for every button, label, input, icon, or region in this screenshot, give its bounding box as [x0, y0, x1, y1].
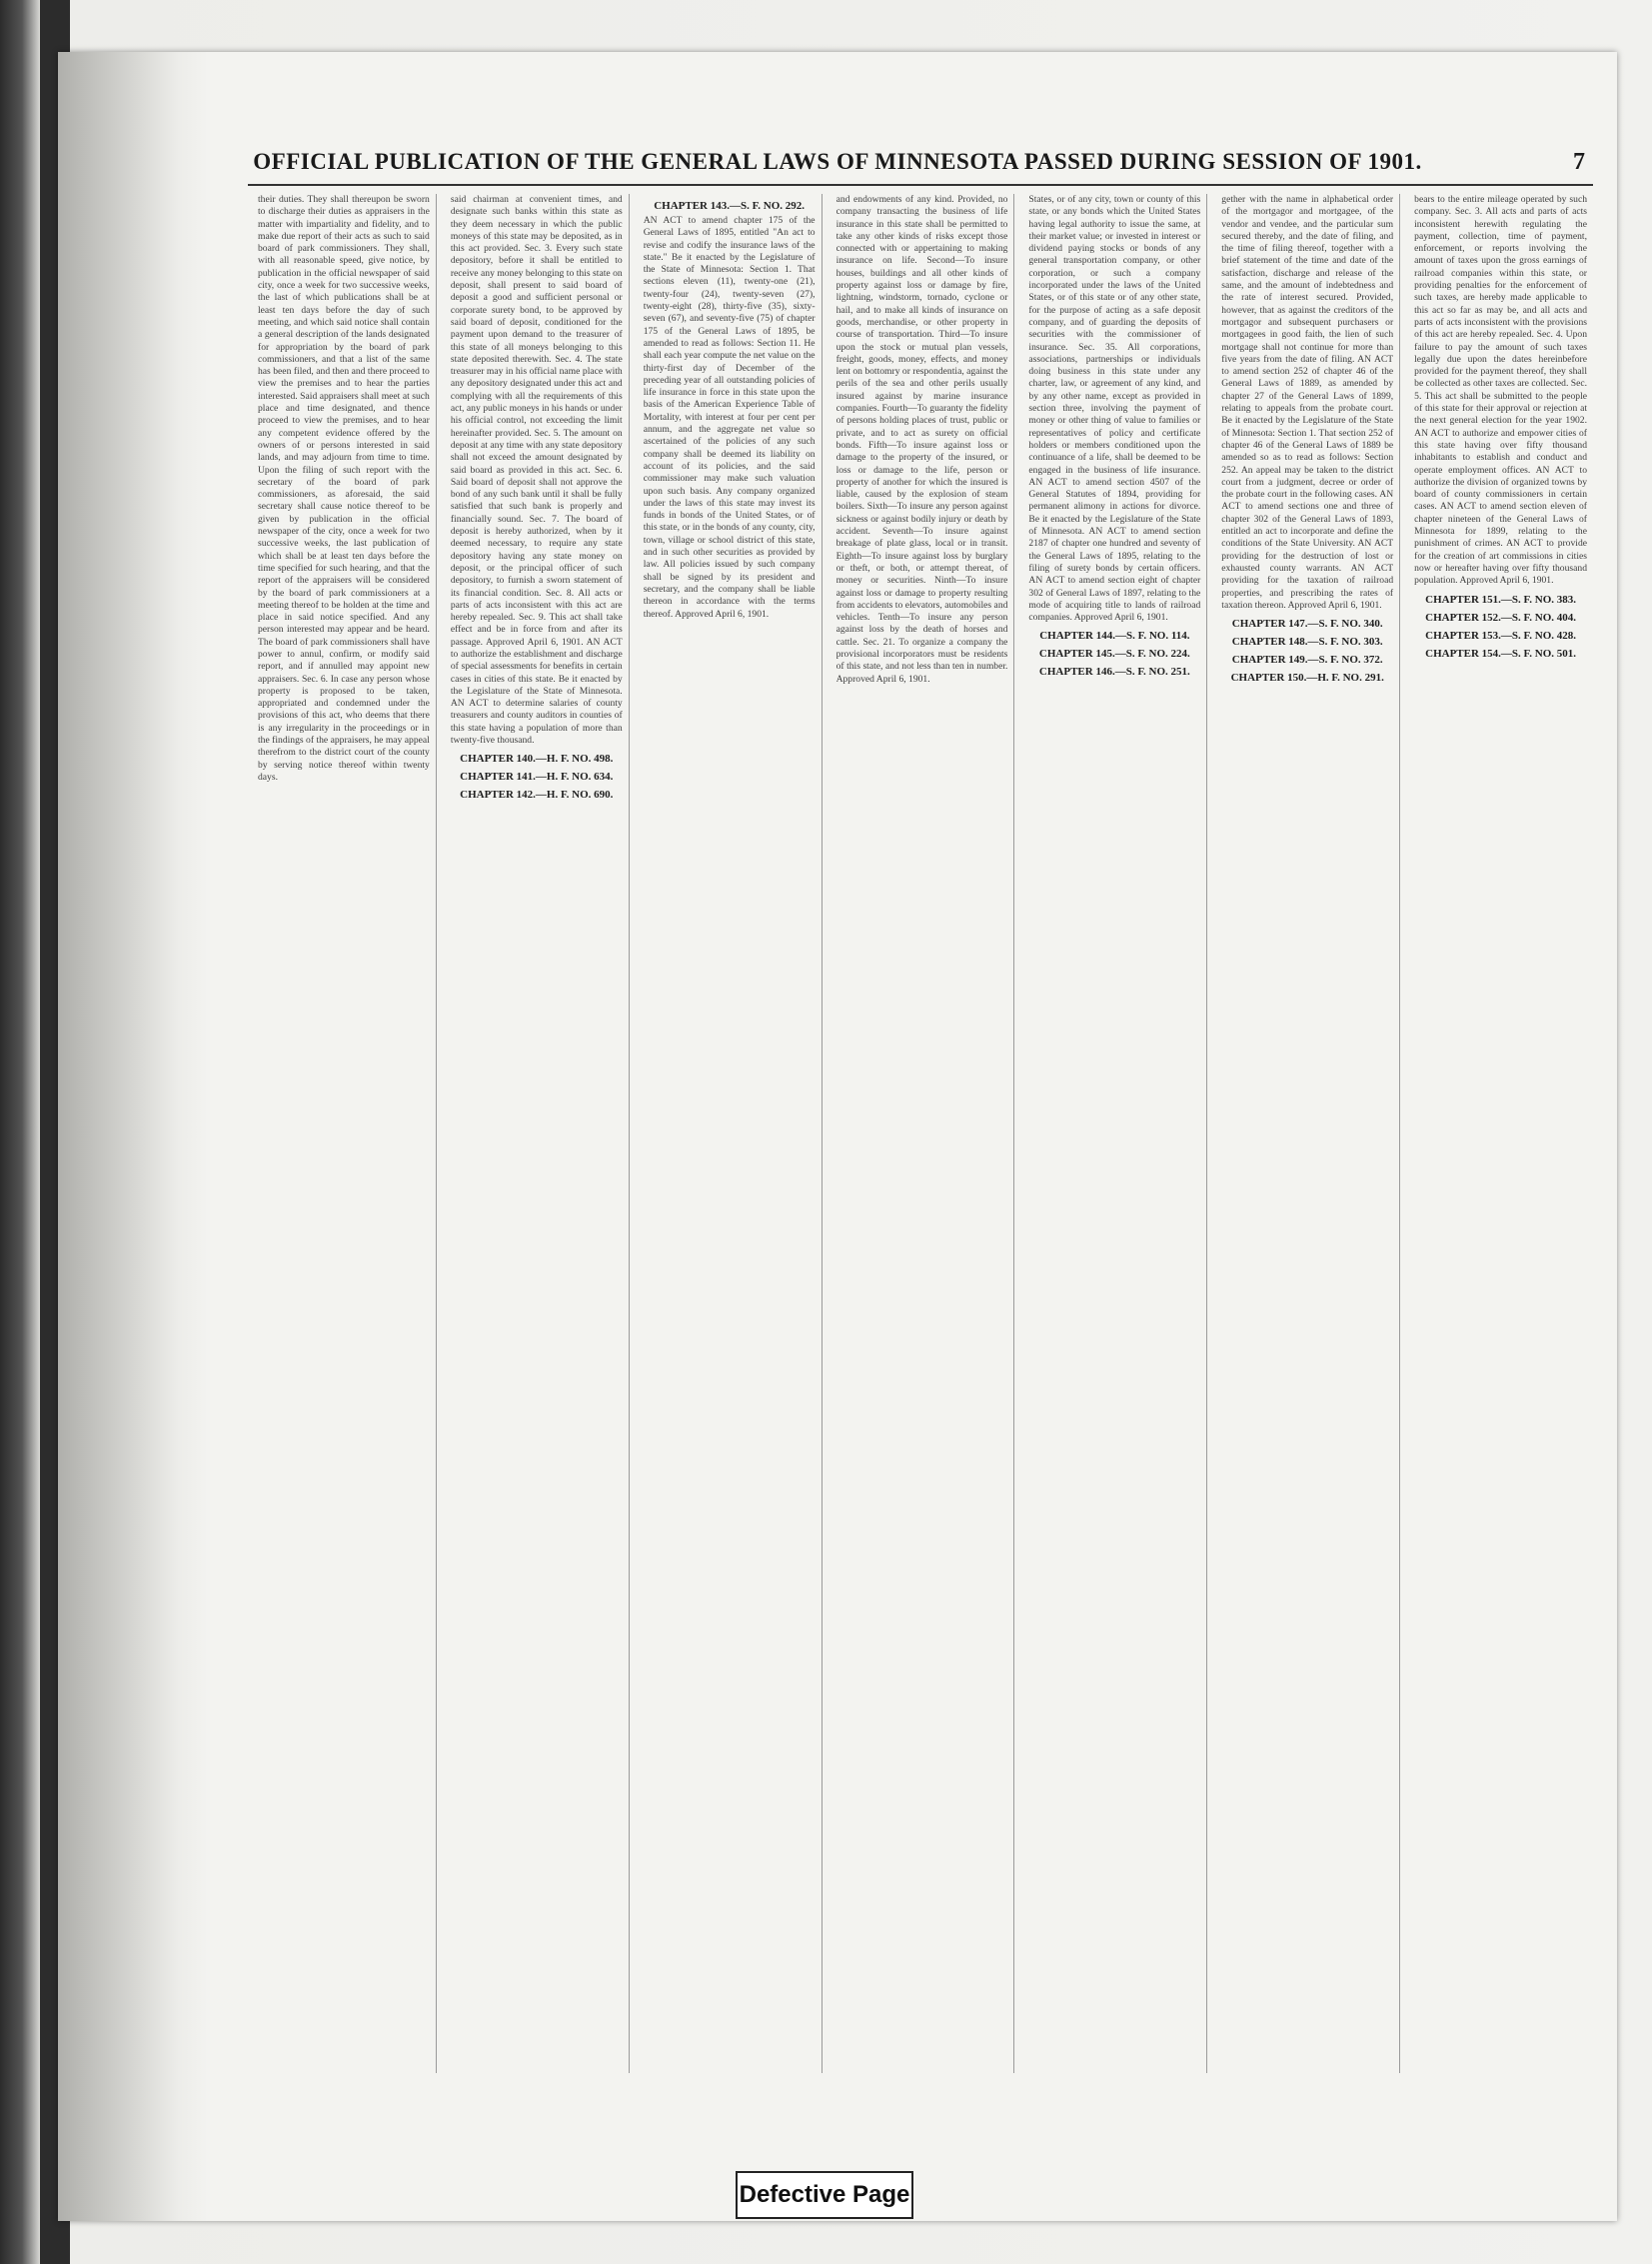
- column-7: [1414, 194, 1593, 2073]
- chapter-heading: CHAPTER 142.—H. F. NO. 690.: [460, 789, 614, 802]
- chapter-heading: CHAPTER 153.—S. F. NO. 428.: [1425, 629, 1576, 642]
- column-5-text: States, or of any city, town or county of this state, or any bonds which the United States having legal authority to issue the same, at their market value; or invested in interest or dividend paying stocks or bonds of any general transportation company, or other corporation, or such a company incorporated under the laws of the United States, or of this state or of any other state, for the purpose of acting as a safe deposit company, and of guarding the deposits of securities with the commissioner of insurance. Sec. 35. All corporations, associations, partnerships or individuals doing business in this state under any charter, law, or agreement of any kind, and by any other name, except as provided in section three, involving the payment of money or other thing of value to families or representatives of policy and certificate holders or members conditioned upon the continuance of a life, shall be deemed to be engaged in the business of life insurance. AN ACT to amend section 4507 of the General Statutes of 1894, providing for permanent alimony in actions for divorce. Be it enacted by the Legislature of the State of Minnesota. AN ACT to amend section 2187 of chapter one hundred and seventy of the General Laws of 1895, relating to the filing of surety bonds by certain officers. AN ACT to amend section eight of chapter 302 of General Laws of 1897, relating to the mode of acquiring title to lands of railroad companies. Approved April 6, 1901.: [1028, 194, 1203, 624]
- column-3: [644, 194, 823, 2073]
- chapter-heading: CHAPTER 141.—H. F. NO. 634.: [460, 771, 614, 784]
- column-4-text: and endowments of any kind. Provided, no company transacting the business of life insurance in this state shall be permitted to take any other kinds of risks except those connected with or appertaining to making insurance on life. Second—To insure houses, buildings and all other kinds of property against loss or damage by fire, lightning, windstorm, tornado, cyclone or hail, and to make all kinds of insurance on goods, merchandise, or other property in course of transportation. Third—To insure upon the stock or mutual plan vessels, freight, goods, money, effects, and money lent on bottomry or respondentia, against the perils of the sea and other perils usually insured against by marine insurance companies. Fourth—To guaranty the fidelity of persons holding places of trust, public or private, and to act as surety on official bonds. Fifth—To insure against loss or damage to the property of the insured, or loss or damage to the life, person or property of another for which the insured is liable, caused by the explosion of steam boilers. Sixth—To insure any person against sickness or against bodily injury or death by accident. Seventh—To insure against breakage of plate glass, local or in transit. Eighth—To insure against loss by burglary or theft, or both, or attempt thereat, of money or securities. Ninth—To insure against loss or damage to property resulting from accidents to elevators, automobiles and vehicles. Tenth—To insure any person against loss by the death of horses and cattle. Sec. 21. To organize a company the provisional incorporators must be residents of this state, and not less than ten in number. Approved April 6, 1901.: [835, 194, 1010, 685]
- newspaper-page: [58, 52, 1617, 2221]
- column-6-text: gether with the name in alphabetical order of the mortgagor and mortgagee, of the vendor and vendee, and the particular sum secured thereby, and the date of filing, and the time of filing thereof, together with a brief statement of the time and date of the satisfaction, discharge and release of the same, and the amount of indebtedness and the rate of interest secured. Provided, however, that as against the creditors of the mortgagor and subsequent purchasers or mortgagees in good faith, the lien of such mortgage shall not continue for more than five years from the date of filing. AN ACT to amend section 252 of chapter 46 of the General Laws of 1889, as amended by chapter 27 of the General Laws of 1899, relating to appeals from the probate court. Be it enacted by the Legislature of the State of Minnesota: Section 1. That section 252 of chapter 46 of the General Laws of 1889 be amended so as to read as follows: Section 252. An appeal may be taken to the district court from a judgment, decree or order of the probate court in the following cases. AN ACT to amend sections one and three of chapter 302 of the General Laws of 1893, entitled an act to incorporate and define the conditions of the State University. AN ACT providing for the destruction of lost or exhausted county warrants. AN ACT providing for the taxation of railroad properties, and prescribing the rates of taxation thereon. Approved April 6, 1901.: [1221, 194, 1396, 611]
- column-6: [1221, 194, 1400, 2073]
- chapter-heading: CHAPTER 140.—H. F. NO. 498.: [460, 753, 614, 766]
- chapter-heading: CHAPTER 147.—S. F. NO. 340.: [1231, 618, 1383, 631]
- defective-page-stamp: [736, 2171, 913, 2219]
- column-1-text: their duties. They shall thereupon be sworn to discharge their duties as appraisers in the matter with impartiality and fidelity, and to make due report of their acts as such to said board of park commissioners. They shall, with all reasonable speed, give notice, by publication in the official newspaper of said city, once a week for two successive weeks, the last of which publications shall be at least ten days before the day of such meeting, and which said notice shall contain a general description of the lands designated for appropriation by the board of park commissioners, and that a list of the same has been filed, and then and there proceed to view the premises and to hear the parties interested. Said appraisers shall meet at such place and time designated, and thence proceed to view the premises, and to hear any competent evidence offered by the owners of or persons interested in said lands, and may adjourn from time to time. Upon the filing of such report with the secretary of the board of park commissioners, as aforesaid, the said secretary shall cause notice thereof to be given by publication in the official newspaper of the city, once a week for two successive weeks, the last publication of which shall be at least ten days before the time specified for such hearing, and that the report of the appraisers will be considered by the board of park commissioners at a meeting thereof to be holden at the time and place in said notice specified. And any person interested may appear and be heard. The board of park commissioners shall have power to annul, confirm, or modify said report, and if annulled may appoint new appraisers. Sec. 6. In case any person whose property is proposed to be taken, appropriated and condemned under the provisions of this act, who deems that there is any irregularity in the proceedings or in the findings of the appraisers, he may appeal therefrom to the district court of the county by serving notice thereof within twenty days.: [258, 194, 433, 783]
- page-number: 7: [1573, 149, 1585, 175]
- chapter-heading: CHAPTER 146.—S. F. NO. 251.: [1038, 666, 1190, 679]
- chapter-heading: CHAPTER 154.—S. F. NO. 501.: [1425, 647, 1576, 660]
- page-header-title: OFFICIAL PUBLICATION OF THE GENERAL LAWS OF MINNESOTA PASSED DURING SESSION OF 1901.: [253, 149, 1422, 174]
- column-5: [1028, 194, 1207, 2073]
- header-rule: [248, 184, 1593, 186]
- text-columns: [258, 194, 1593, 2073]
- column-3-text: AN ACT to amend chapter 175 of the General Laws of 1895, entitled "An act to revise and codify the insurance laws of the state." Be it enacted by the Legislature of the State of Minnesota: Section 1. That sections eleven (11), twenty-one (21), twenty-four (24), twenty-seven (27), twenty-eight (28), thirty-five (35), sixty-seven (67), and seventy-five (75) of chapter 175 of the General Laws of 1895, be amended to read as follows: Section 11. He shall each year compute the net value on the thirty-first day of December of the preceding year of all outstanding policies of life insurance in force in this state upon the basis of the American Experience Table of Mortality, with interest at four per cent per annum, and the aggregate net value so ascertained of the policies of any such company shall be deemed its liability on account of its policies, and the said commissioner may make such valuation upon such basis. Any company organized under the laws of this state may invest its funds in bonds of the United States, or of this state, or in the bonds of any county, city, town, village or school district of this state, and in such other securities as provided by law. All policies issued by such company shall be signed by its president and secretary, and the company shall be liable thereon in accordance with the terms thereof. Approved April 6, 1901.: [643, 215, 818, 620]
- chapter-heading: CHAPTER 152.—S. F. NO. 404.: [1425, 611, 1576, 624]
- chapter-heading: CHAPTER 144.—S. F. NO. 114.: [1039, 630, 1190, 643]
- chapter-heading: CHAPTER 150.—H. F. NO. 291.: [1230, 672, 1384, 685]
- column-2-text-a: said chairman at convenient times, and designate such banks within this state as they deem necessary in which the public moneys of this state may be deposited, as in this act provided. Sec. 3. Every such state depository, before it shall be entitled to receive any money belonging to this state on deposit, shall present to said board of deposit a good and sufficient personal or corporate surety bond, to be approved by said board of deposit, conditioned for the payment upon demand to the treasurer of this state of all moneys belonging to this state deposited therewith. Sec. 4. The state treasurer may in his official name place with any depository designated under this act and complying with all the requirements of this act, any public moneys in his hands or under his official control, not exceeding the limit hereinafter provided. Sec. 5. The amount on deposit at any time with any state depository shall not exceed the amount designated by said board as provided in this act. Sec. 6. Said board of deposit shall not approve the bond of any such bank until it shall be fully satisfied that such bank is properly and financially sound. Sec. 7. The board of deposit is hereby authorized, when by it deemed necessary, to require any state depository having any state money on deposit, or the principal officer of such depository, to furnish a sworn statement of its financial condition. Sec. 8. All acts or parts of acts inconsistent with this act are hereby repealed. Sec. 9. This act shall take effect and be in force from and after its passage. Approved April 6, 1901. AN ACT to authorize the establishment and discharge of special assessments for benefits in certain cases in cities of this state. Be it enacted by the Legislature of the State of Minnesota. AN ACT to determine salaries of county treasurers and county auditors in counties of this state having a population of more than twenty-five thousand.: [450, 194, 626, 747]
- column-7-text: bears to the entire mileage operated by such company. Sec. 3. All acts and parts of acts inconsistent herewith regulating the payment, collection, time of payment, enforcement, or reports involving the amount of taxes upon the gross earnings of railroad companies within this state, or providing penalties for the enforcement of such taxes, are hereby made applicable to this act so far as may be, and all acts and parts of acts inconsistent with the provisions of this act are hereby repealed. Sec. 4. Upon failure to pay the amount of such taxes legally due upon the dates hereinbefore provided for the payment thereof, they shall be collected as other taxes are collected. Sec. 5. This act shall be submitted to the people of this state for their approval or rejection at the next general election for the year 1902. AN ACT to authorize and empower cities of this state having over fifty thousand inhabitants to establish and conduct and operate employment offices. AN ACT to authorize the division of organized towns by board of county commissioners in certain cases. AN ACT to amend section eleven of chapter nineteen of the General Laws of Minnesota for 1899, relating to the punishment of crimes. AN ACT to provide for the creation of art commissions in cities now or hereafter having over fifty thousand population. Approved April 6, 1901.: [1414, 194, 1590, 587]
- chapter-heading: CHAPTER 149.—S. F. NO. 372.: [1231, 654, 1383, 667]
- column-4: [836, 194, 1015, 2073]
- column-1: [258, 194, 437, 2073]
- defective-page-label: Defective Page: [739, 2181, 910, 2208]
- column-2: [451, 194, 630, 2073]
- chapter-heading: CHAPTER 145.—S. F. NO. 224.: [1038, 648, 1190, 661]
- chapter-heading: CHAPTER 148.—S. F. NO. 303.: [1231, 636, 1383, 649]
- chapter-heading: CHAPTER 143.—S. F. NO. 292.: [654, 200, 806, 212]
- chapter-heading: CHAPTER 151.—S. F. NO. 383.: [1425, 593, 1576, 606]
